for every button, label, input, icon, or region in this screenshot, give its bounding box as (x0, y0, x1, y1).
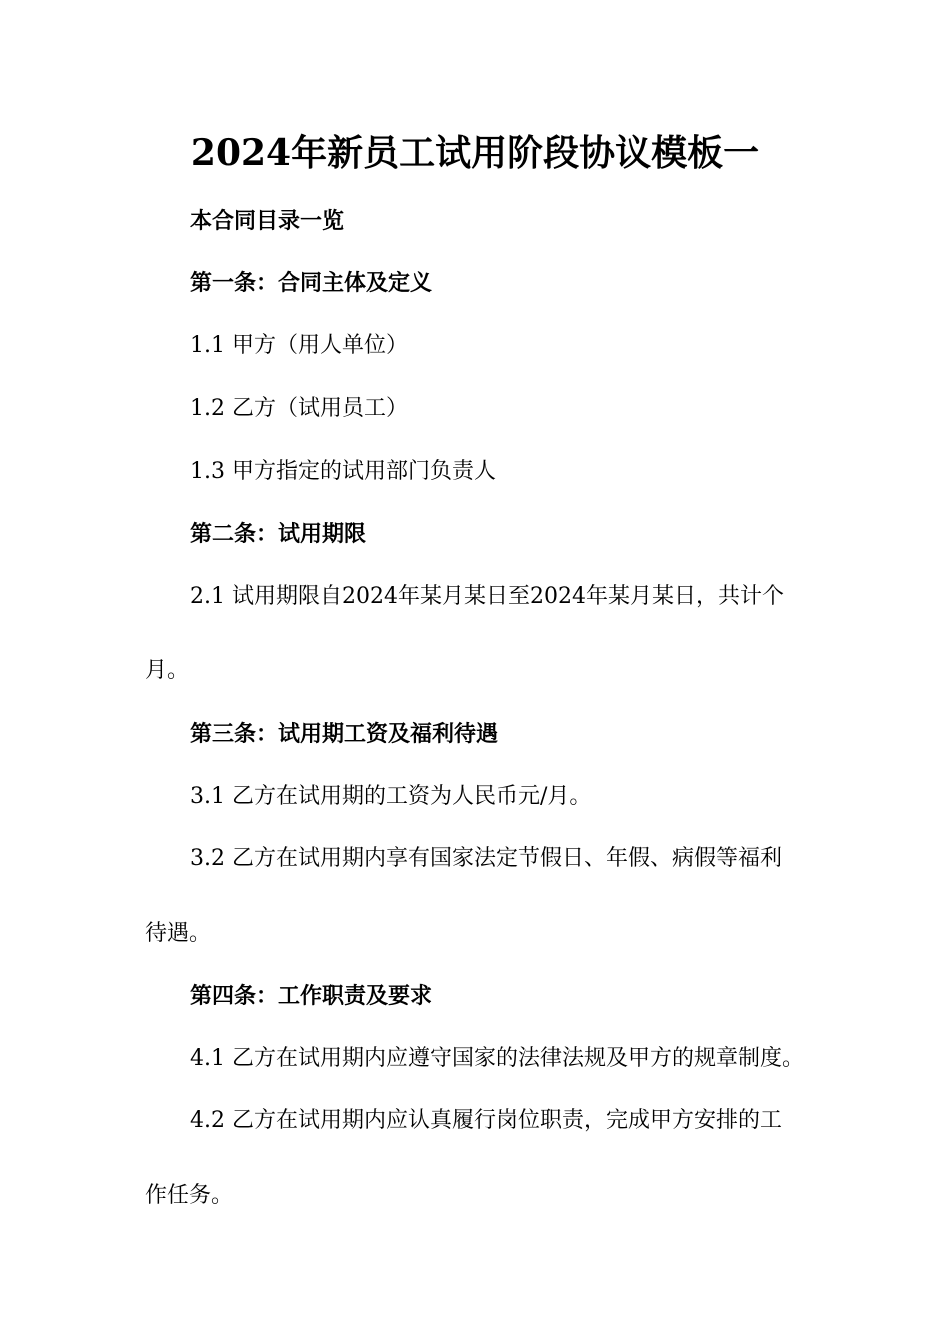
document-title: 2024年新员工试用阶段协议模板一 (190, 132, 760, 174)
clause-2-1: 2.1 试用期限自2024年某月某日至2024年某月某日，共计个 (190, 584, 784, 609)
clause-1-1: 1.1 甲方（用人单位） (190, 333, 408, 358)
section-heading-4: 第四条：工作职责及要求 (190, 983, 433, 1009)
section-heading-3: 第三条：试用期工资及福利待遇 (190, 721, 499, 747)
clause-1-2: 1.2 乙方（试用员工） (190, 396, 408, 421)
clause-3-2-continuation: 待遇。 (145, 921, 212, 946)
clause-3-2: 3.2 乙方在试用期内享有国家法定节假日、年假、病假等福利 (190, 846, 782, 871)
clause-4-2-continuation: 作任务。 (145, 1183, 234, 1208)
clause-4-1: 4.1 乙方在试用期内应遵守国家的法律法规及甲方的规章制度。 (190, 1046, 804, 1071)
section-heading-1: 第一条：合同主体及定义 (190, 270, 433, 296)
clause-2-1-continuation: 月。 (145, 658, 190, 683)
section-heading-2: 第二条：试用期限 (190, 521, 367, 547)
clause-3-1: 3.1 乙方在试用期的工资为人民币元/月。 (190, 784, 592, 809)
toc-heading: 本合同目录一览 (190, 208, 345, 234)
clause-1-3: 1.3 甲方指定的试用部门负责人 (190, 459, 496, 484)
clause-4-2: 4.2 乙方在试用期内应认真履行岗位职责，完成甲方安排的工 (190, 1108, 782, 1133)
